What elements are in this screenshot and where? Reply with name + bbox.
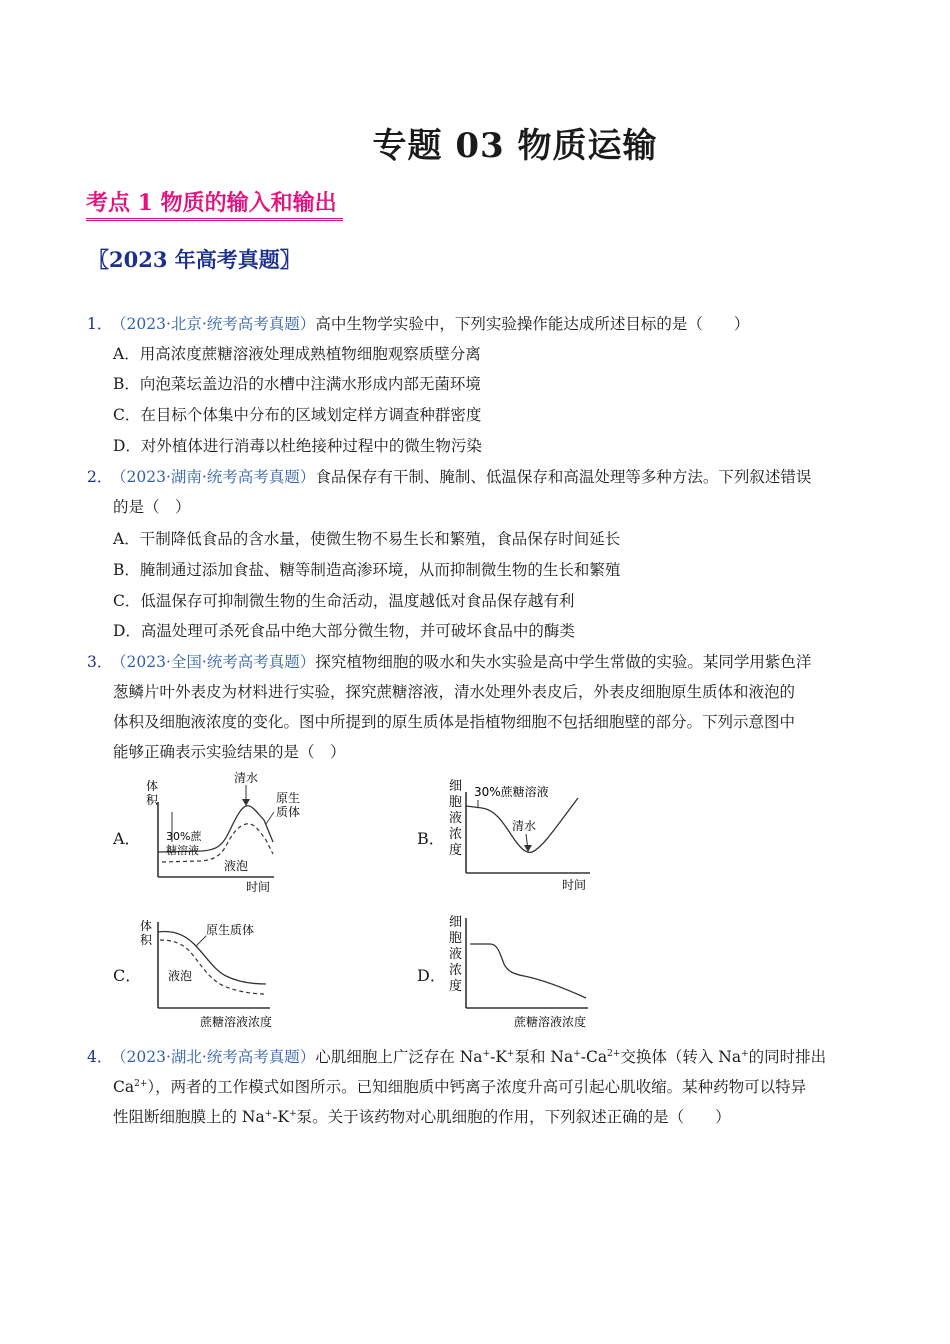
question-stem: 的同时排出 [748,1048,827,1066]
superscript: + [264,1108,273,1119]
y-axis-label: 细 [449,915,463,930]
annotation-leader [196,936,206,946]
option-b: B．腌制通过添加食盐、糖等制造高渗环境，从而抑制微生物的生长和繁殖 [113,561,621,579]
question-1 [87,309,867,339]
annotation-sucrose: 30%蔗糖溶液 [474,785,549,799]
page-title: 专题 03 物质运输 [372,126,658,166]
x-axis-label: 时间 [562,878,587,892]
graph-c-label: C． [113,966,142,985]
annotation-vacuole: 液泡 [224,859,249,873]
y-axis-label: 浓 [449,827,463,842]
x-axis-label: 蔗糖溶液浓度 [514,1015,587,1029]
superscript: 2+ [607,1048,621,1059]
question-stem: 高中生物学实验中，下列实验操作能达成所述目标的是（ ） [315,315,750,333]
question-stem: -Ca [580,1048,608,1066]
option-a: A．干制降低食品的含水量，使微生物不易生长和繁殖，食品保存时间延长 [113,530,621,548]
question-stem: 性阻断细胞膜上的 Na [113,1108,265,1126]
annotation-protoplast: 原生 [276,791,301,805]
y-axis-label: 体 [146,779,159,793]
option-d: D．对外植体进行消毒以杜绝接种过程中的微生物污染 [113,437,482,455]
graph-b [440,772,610,896]
annotation-vacuole: 液泡 [168,969,193,983]
y-axis-label: 胞 [449,931,463,946]
question-source-tag: （2023·湖南·统考高考真题） [111,468,316,486]
arrow-head-icon [242,799,250,806]
annotation-water: 清水 [512,819,537,833]
y-axis-label: 液 [449,947,463,962]
y-axis-label: 液 [449,811,463,826]
question-stem-cont: 葱鳞片叶外表皮为材料进行实验，探究蔗糖溶液，清水处理外表皮后，外表皮细胞原生质体和液泡的 [113,683,796,701]
graph-d [440,910,610,1034]
annotation-protoplast: 质体 [276,805,301,819]
y-axis-label: 度 [449,843,463,858]
y-axis-label: 胞 [449,795,463,810]
option-b: B．向泡菜坛盖边沿的水槽中注满水形成内部无菌环境 [113,375,481,393]
option-d: D．高温处理可杀死食品中绝大部分微生物，并可破坏食品中的酶类 [113,622,575,640]
y-axis-label: 体 [140,919,153,933]
graph-a [136,768,306,898]
annotation-sucrose: 30%蔗 [166,830,202,843]
question-stem: 食品保存有干制、腌制、低温保存和高温处理等多种方法。下列叙述错误 [315,468,812,486]
option-a: A．用高浓度蔗糖溶液处理成熟植物细胞观察质壁分离 [113,345,481,363]
vacuole-curve [160,940,266,994]
y-axis-label: 细 [449,779,463,794]
question-stem: 探究植物细胞的吸水和失水实验是高中学生常做的实验。某同学用紫色洋 [315,653,812,671]
question-stem-cont [87,1072,877,1102]
question-source-tag: （2023·湖北·统考高考真题） [111,1048,316,1066]
question-2 [87,462,867,522]
section-heading: 考点 1 物质的输入和输出 [86,186,343,221]
concentration-curve [470,944,586,998]
question-3 [87,647,867,767]
year-header: 〖2023 年高考真题〗 [88,247,301,272]
graph-b-label: B． [417,829,445,848]
question-stem-cont: 能够正确表示实验结果的是（ ） [113,743,346,761]
question-number: 3． [87,653,113,671]
question-number: 2． [87,468,113,486]
y-axis-label: 积 [140,933,153,947]
question-stem: 交换体（转入 Na [620,1048,742,1066]
question-stem: -K [272,1108,290,1126]
question-stem: Ca [113,1078,135,1096]
superscript: + [506,1048,515,1059]
superscript: + [741,1048,749,1059]
question-stem-cont: 体积及细胞液浓度的变化。图中所提到的原生质体是指植物细胞不包括细胞壁的部分。下列示意图中 [113,713,796,731]
superscript: 2+ [134,1078,148,1089]
option-c: C．在目标个体集中分布的区域划定样方调查种群密度 [113,406,482,424]
question-stem-cont: 的是（ ） [113,498,191,516]
superscript: + [573,1048,581,1059]
question-stem: 泵。关于该药物对心肌细胞的作用，下列叙述正确的是（ ） [296,1108,731,1126]
y-axis-label: 浓 [449,963,463,978]
graph-c [136,914,296,1034]
question-number: 4． [87,1048,113,1066]
annotation-water: 清水 [234,771,259,785]
annotation-leader [266,812,274,824]
question-stem: ），两者的工作模式如图所示。已知细胞质中钙离子浓度升高可引起心肌收缩。某种药物可以特异 [147,1078,807,1096]
superscript: + [289,1108,297,1119]
graph-d-label: D． [417,966,446,985]
y-axis-label: 度 [449,979,463,994]
graph-a-label: A． [113,829,141,848]
option-c: C．低温保存可抑制微生物的生命活动，温度越低对食品保存越有利 [113,592,575,610]
question-number: 1． [87,315,113,333]
question-stem: -K [490,1048,507,1066]
question-source-tag: （2023·全国·统考高考真题） [111,653,316,671]
superscript: + [482,1048,491,1059]
question-stem: 泵和 Na [514,1048,574,1066]
annotation-protoplast: 原生质体 [206,923,255,937]
question-source-tag: （2023·北京·统考高考真题） [111,315,316,333]
x-axis-label: 蔗糖溶液浓度 [200,1015,273,1029]
annotation-sucrose: 糖溶液 [166,844,199,857]
y-axis-label: 积 [146,793,159,807]
x-axis-label: 时间 [246,880,271,894]
question-stem: 心肌细胞上广泛存在 Na [315,1048,483,1066]
question-4 [87,1042,877,1132]
question-stem-cont [87,1102,877,1132]
